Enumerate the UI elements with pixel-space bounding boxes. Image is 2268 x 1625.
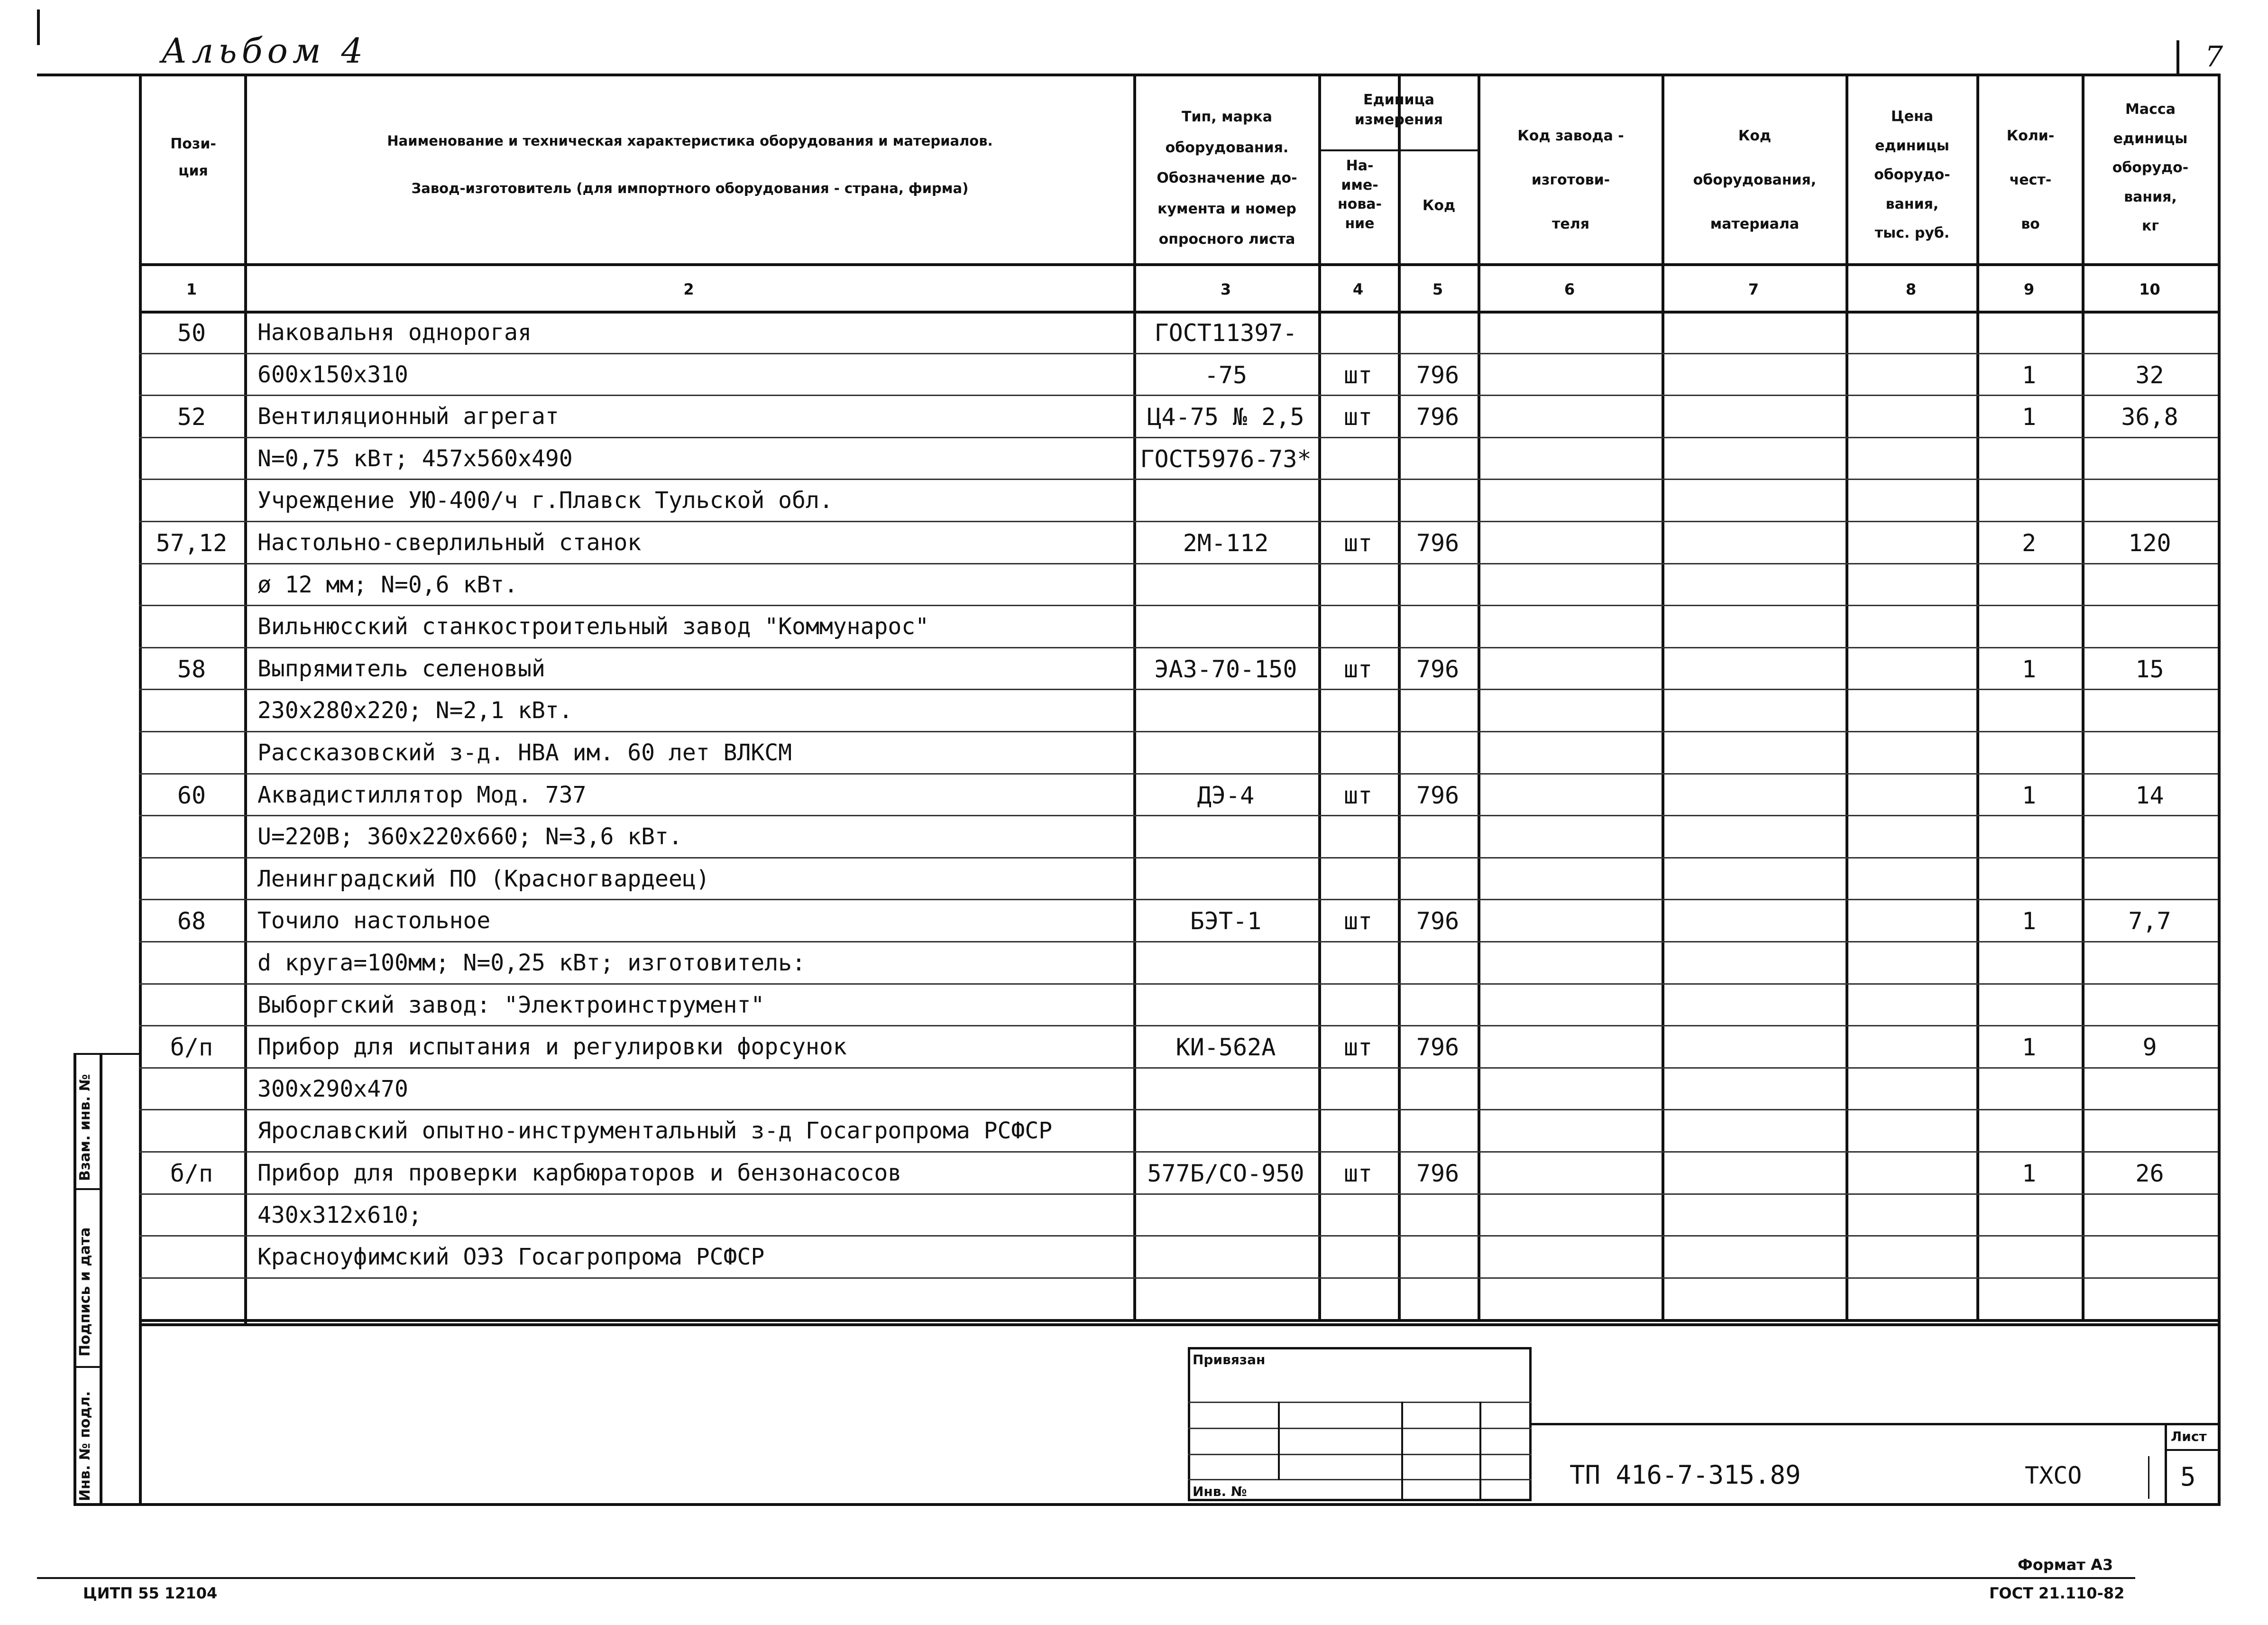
row-qty-cell: 1 — [2021, 403, 2037, 431]
row-line — [139, 941, 2218, 942]
column-line — [1976, 74, 1979, 1319]
header-unit-group: Единица измерения — [1354, 92, 1443, 128]
row-pos-cell: 57,12 — [156, 529, 228, 557]
row-pos-cell: 60 — [177, 781, 206, 809]
row-line — [139, 1067, 2218, 1069]
row-name-cell: Аквадистиллятор Мод. 737 — [257, 781, 587, 808]
side-label-signature-date: Подпись и дата — [77, 1227, 93, 1357]
row-line — [139, 899, 2218, 900]
row-line — [139, 731, 2218, 732]
side-strip-top — [73, 1053, 140, 1055]
row-name-cell: Прибор для проверки карбюраторов и бензонасосов — [257, 1160, 902, 1186]
column-line — [1133, 74, 1136, 1319]
corner-page-number: 7 — [2205, 40, 2228, 74]
row-name-cell: 300x290x470 — [257, 1075, 408, 1102]
document-code: ТП 416-7-315.89 — [1570, 1460, 1801, 1490]
album-label: Альбом 4 — [161, 31, 368, 71]
column-line — [1478, 74, 1480, 1319]
row-type-cell: ГОСТ5976-73* — [1140, 445, 1312, 473]
row-line — [139, 1193, 2218, 1195]
row-qty-cell: 1 — [2021, 361, 2037, 389]
row-name-cell: U=220B; 360x220x660; N=3,6 кВт. — [257, 823, 682, 850]
column-line — [2082, 74, 2084, 1319]
column-number: 9 — [2023, 280, 2035, 298]
row-line — [139, 353, 2218, 354]
column-number: 8 — [1905, 280, 1917, 298]
row-mass-cell: 120 — [2128, 529, 2171, 557]
row-line — [139, 1151, 2218, 1153]
frame-far-left — [37, 9, 40, 45]
row-line — [139, 983, 2218, 985]
row-line — [139, 815, 2218, 816]
row-line — [139, 1109, 2218, 1110]
row-line — [139, 689, 2218, 690]
side-strip-mid — [100, 1053, 102, 1506]
row-line — [139, 395, 2218, 396]
row-code-cell: 796 — [1416, 1034, 1460, 1062]
row-name-cell: Вентиляционный агрегат — [257, 403, 559, 430]
row-mass-cell: 36,8 — [2121, 403, 2178, 431]
row-line — [139, 479, 2218, 480]
row-unit-cell: шт — [1343, 1034, 1373, 1062]
row-pos-cell: 50 — [177, 319, 206, 347]
row-name-cell: Учреждение УЮ-400/ч г.Плавск Тульской обл. — [257, 487, 833, 514]
header-name-line1: Наименование и техническая характеристика оборудования и материалов. — [387, 133, 993, 149]
header-name-line2: Завод-изготовитель (для импортного оборудования - страна, фирма) — [411, 180, 969, 196]
row-name-cell: Вильнюсский станкостроительный завод "Коммунарос" — [257, 613, 929, 640]
row-type-cell: ГОСТ11397- — [1154, 319, 1297, 347]
row-type-cell: ЭАЗ-70-150 — [1154, 655, 1297, 683]
row-mass-cell: 9 — [2142, 1034, 2157, 1062]
side-strip-sep2 — [73, 1366, 102, 1368]
row-line — [139, 437, 2218, 438]
row-unit-cell: шт — [1343, 529, 1373, 557]
header-mass: Масса единицы оборудо- вания, кг — [2112, 101, 2189, 234]
title-block-top — [1532, 1423, 2219, 1425]
frame-right-tick — [2176, 40, 2179, 74]
row-code-cell: 796 — [1416, 529, 1460, 557]
row-line — [139, 563, 2218, 564]
row-type-cell: БЭТ-1 — [1190, 907, 1262, 935]
row-line — [139, 605, 2218, 606]
column-line — [2218, 74, 2221, 1506]
row-code-cell: 796 — [1416, 403, 1460, 431]
sheet-col-left — [2165, 1423, 2167, 1504]
column-number: 4 — [1352, 280, 1364, 298]
row-line — [139, 263, 2218, 266]
row-unit-cell: шт — [1343, 781, 1373, 809]
row-name-cell: Точило настольное — [257, 907, 491, 934]
sheet-number: 5 — [2180, 1462, 2196, 1492]
row-pos-cell: 52 — [177, 403, 206, 431]
row-name-cell: ø 12 мм; N=0,6 кВт. — [257, 571, 518, 598]
row-unit-cell: шт — [1343, 361, 1373, 389]
unit-subheader-line — [1318, 149, 1478, 151]
column-number: 2 — [683, 280, 694, 298]
column-number: 10 — [2139, 280, 2160, 298]
header-equipment-code: Код оборудования, материала — [1693, 128, 1817, 232]
section-code: ТХСО — [2025, 1462, 2082, 1489]
column-line — [244, 74, 247, 1323]
footer-format: Формат А3 — [2018, 1556, 2113, 1574]
side-label-inv-podl: Инв. № подл. — [77, 1391, 93, 1501]
column-number: 1 — [186, 280, 197, 298]
row-qty-cell: 2 — [2021, 529, 2037, 557]
header-position: Пози- ция — [170, 136, 216, 179]
row-unit-cell: шт — [1343, 403, 1373, 431]
row-mass-cell: 14 — [2135, 781, 2164, 809]
row-mass-cell: 32 — [2135, 361, 2164, 389]
row-unit-cell: шт — [1343, 1160, 1373, 1187]
row-type-cell: 577Б/СО-950 — [1147, 1160, 1304, 1187]
row-qty-cell: 1 — [2021, 1160, 2037, 1187]
row-mass-cell: 7,7 — [2128, 907, 2171, 935]
footer-left-code: ЦИТП 55 12104 — [83, 1584, 218, 1602]
row-name-cell: d круга=100мм; N=0,25 кВт; изготовитель: — [257, 950, 806, 976]
row-pos-cell: б/п — [170, 1034, 213, 1062]
row-line — [139, 1235, 2218, 1237]
row-line — [139, 1319, 2218, 1322]
row-line — [139, 1025, 2218, 1026]
row-name-cell: Настольно-сверлильный станок — [257, 529, 642, 556]
row-unit-cell: шт — [1343, 907, 1373, 935]
stamp-col3 — [1479, 1402, 1481, 1501]
header-unit-code: Код — [1422, 197, 1456, 214]
column-number: 6 — [1564, 280, 1575, 298]
row-name-cell: Ярославский опытно-инструментальный з-д Госагропрома РСФСР — [257, 1117, 1053, 1145]
row-qty-cell: 1 — [2021, 907, 2037, 935]
row-type-cell: ДЭ-4 — [1197, 781, 1255, 809]
row-line — [139, 521, 2218, 522]
row-mass-cell: 15 — [2135, 655, 2164, 683]
row-name-cell: Выборгский завод: "Электроинструмент" — [257, 991, 765, 1018]
sheet-label: Лист — [2171, 1429, 2207, 1444]
row-name-cell: 600x150x310 — [257, 361, 408, 388]
column-number: 5 — [1432, 280, 1443, 298]
row-name-cell: Рассказовский з-д. НВА им. 60 лет ВЛКСМ — [257, 739, 792, 766]
column-line — [1398, 74, 1401, 1319]
column-number: 7 — [1748, 280, 1759, 298]
side-strip-left — [73, 1053, 76, 1506]
stamp-col1 — [1278, 1402, 1280, 1480]
row-name-cell: N=0,75 кВт; 457x560x490 — [257, 445, 573, 472]
row-code-cell: 796 — [1416, 781, 1460, 809]
row-code-cell: 796 — [1416, 655, 1460, 683]
row-type-cell: 2М-112 — [1183, 529, 1269, 557]
row-line — [139, 311, 2218, 314]
row-code-cell: 796 — [1416, 907, 1460, 935]
footer-gost: ГОСТ 21.110-82 — [1989, 1584, 2125, 1602]
header-quantity: Коли- чест- во — [2006, 128, 2055, 232]
header-unit-name: На- име- нова- ние — [1337, 157, 1382, 232]
row-name-cell: 230x280x220; N=2,1 кВт. — [257, 697, 573, 724]
row-qty-cell: 1 — [2021, 1034, 2037, 1062]
stamp-inv-no: Инв. № — [1193, 1484, 1247, 1499]
row-name-cell: 430x312x610; — [257, 1201, 422, 1228]
header-price: Цена единицы оборудо- вания, тыс. руб. — [1874, 108, 1950, 241]
row-type-cell: КИ-562А — [1175, 1034, 1276, 1062]
row-name-cell: Выпрямитель селеновый — [257, 655, 545, 682]
section-sep — [2148, 1456, 2149, 1499]
row-pos-cell: 68 — [177, 907, 206, 935]
sheet-label-line — [2165, 1449, 2219, 1451]
row-qty-cell: 1 — [2021, 655, 2037, 683]
row-line — [139, 773, 2218, 775]
side-strip-sep1 — [73, 1188, 102, 1190]
row-qty-cell: 1 — [2021, 781, 2037, 809]
stamp-col2 — [1401, 1402, 1403, 1501]
header-factory-code: Код завода - изготови- теля — [1517, 128, 1624, 232]
row-name-cell: Ленинградский ПО (Красногвардеец) — [257, 865, 710, 892]
row-name-cell: Прибор для испытания и регулировки форсунок — [257, 1034, 847, 1061]
row-mass-cell: 26 — [2135, 1160, 2164, 1187]
row-code-cell: 796 — [1416, 1160, 1460, 1187]
footer-rule — [37, 1577, 2135, 1579]
stamp-privyazan: Привязан — [1193, 1352, 1266, 1367]
side-label-vzam-inv: Взам. инв. № — [77, 1074, 93, 1181]
column-line — [1846, 74, 1848, 1319]
row-line — [139, 647, 2218, 648]
row-pos-cell: 58 — [177, 655, 206, 683]
row-unit-cell: шт — [1343, 655, 1373, 683]
row-line — [139, 1277, 2218, 1279]
row-line — [139, 857, 2218, 859]
frame-top — [37, 74, 2221, 76]
row-type-cell: -75 — [1204, 361, 1248, 389]
column-number: 3 — [1220, 280, 1231, 298]
row-name-cell: Красноуфимский ОЭЗ Госагропрома РСФСР — [257, 1244, 765, 1271]
row-type-cell: Ц4-75 № 2,5 — [1147, 403, 1304, 431]
row-pos-cell: б/п — [170, 1160, 213, 1187]
frame-bottom — [76, 1503, 2221, 1506]
column-line — [1662, 74, 1664, 1319]
row-code-cell: 796 — [1416, 361, 1460, 389]
header-type: Тип, марка оборудования. Обозначение до- кумента и номер опросного листа — [1157, 109, 1297, 248]
row-name-cell: Наковальня однорогая — [257, 319, 532, 346]
column-line — [1318, 74, 1321, 1319]
row-line — [139, 1323, 2218, 1326]
